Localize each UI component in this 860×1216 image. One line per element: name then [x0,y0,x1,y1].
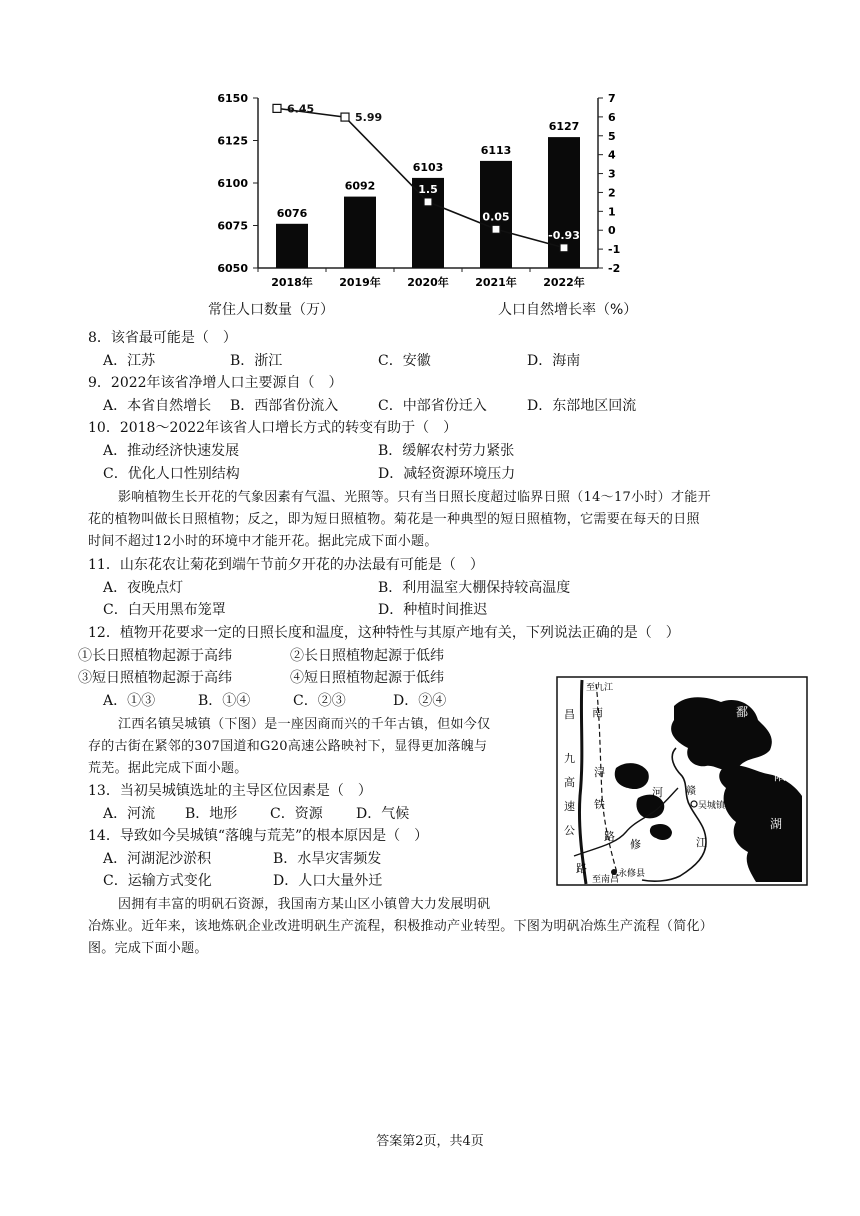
road-char-3: 高 [564,776,575,789]
q9-option-d[interactable]: D．东部地区回流 [527,398,637,414]
population-chart [0,0,860,330]
q11-option-b[interactable]: B．利用温室大棚保持较高温度 [378,580,571,596]
right-tick-label: 5 [608,129,616,143]
yongxiu-label: 永修县 [618,869,646,879]
population-bar [344,197,376,268]
lake-char-1: 鄱 [736,705,749,719]
road-char-4: 速 [564,800,575,813]
x-label-right: 人口自然增长率（%） [498,302,638,318]
q10-option-b[interactable]: B．缓解农村劳力紧张 [378,443,515,459]
q11-stem: 11．山东花农让菊花到端午节前夕开花的办法最有可能是（ ） [88,557,484,573]
q12-option-c[interactable]: C．②③ [293,693,346,709]
bar-value-label: 6076 [276,206,308,220]
bar-value-label: 6103 [412,160,444,174]
rail-char-3: 铁 [594,798,605,811]
q13-option-c[interactable]: C．资源 [270,806,323,822]
q11-option-c[interactable]: C．白天用黑布笼罩 [103,602,226,618]
left-tick-label: 6100 [217,177,248,190]
growth-rate-point [273,104,281,112]
road-char-6: 路 [576,862,587,875]
page-footer: 答案第2页，共4页 [376,1134,484,1149]
x-tick-label: 2018年 [271,276,313,289]
road-char-2: 九 [564,752,575,765]
right-tick-label: 6 [608,110,616,124]
q12-option-d[interactable]: D．②④ [393,693,447,709]
q13-option-d[interactable]: D．气候 [356,806,410,822]
q10-stem: 10．2018～2022年该省人口增长方式的转变有助于（ ） [88,420,458,436]
q8-stem: 8．该省最可能是（ ） [88,330,237,346]
q14-option-a[interactable]: A．河湖泥沙淤积 [103,851,212,867]
growth-rate-label: 5.99 [355,111,383,125]
q11-option-d[interactable]: D．种植时间推迟 [378,602,488,618]
q13-stem: 13．当初吴城镇选址的主导区位因素是（ ） [88,783,372,799]
growth-rate-point [424,198,432,206]
lake-char-3: 湖 [770,817,783,831]
wucheng-map [556,676,810,888]
x-label-left: 常住人口数量（万） [208,302,334,318]
q12-stem: 12．植物开花要求一定的日照长度和温度，这种特性与其原产地有关，下列说法正确的是（ ） [88,625,680,641]
x-tick-label: 2020年 [407,276,449,289]
q9-option-c[interactable]: C．中部省份迁入 [378,398,487,414]
x-tick-label: 2022年 [543,276,585,289]
right-tick-label: -1 [608,243,621,257]
q9-option-b[interactable]: B．西部省份流入 [230,398,339,414]
rail-char-1: 南 [592,706,603,719]
passage1-line3: 时间不超过12小时的环境中才能开花。据此完成下面小题。 [88,534,438,549]
passage1-line2: 花的植物叫做长日照植物；反之，即为短日照植物。菊花是一种典型的短日照植物，它需要在每天的日照 [88,512,700,527]
gan-label: 赣 [686,786,696,797]
q8-option-c[interactable]: C．安徽 [378,353,431,369]
left-tick-label: 6125 [217,134,248,148]
passage2-line2: 存的古街在紧邻的307国道和G20高速公路映衬下，显得更加落魄与 [88,739,488,754]
jiang-label: 江 [696,836,707,849]
q12-option-b[interactable]: B．①④ [198,693,251,709]
q8-option-b[interactable]: B．浙江 [230,353,283,369]
q13-option-a[interactable]: A．河流 [103,806,156,822]
right-tick-label: 7 [608,92,616,105]
q12-statement-4: ④短日照植物起源于低纬 [290,670,444,686]
q8-option-a[interactable]: A．江苏 [103,353,156,369]
left-tick-label: 6075 [217,219,248,233]
rail-char-2: 浔 [594,766,605,779]
growth-rate-label: 0.05 [482,210,510,224]
lake-char-2: 阳 [774,769,787,783]
q12-statement-3: ③短日照植物起源于高纬 [78,670,232,686]
passage2-line3: 荒芜。据此完成下面小题。 [88,761,248,776]
river-label: 河 [652,786,663,799]
growth-rate-point [341,113,349,121]
q8-option-d[interactable]: D．海南 [527,353,581,369]
q14-option-c[interactable]: C．运输方式变化 [103,873,212,889]
q14-option-d[interactable]: D．人口大量外迁 [273,873,383,889]
wucheng-label: 吴城镇 [698,801,726,811]
passage1-line1: 影响植物生长开花的气象因素有气温、光照等。只有当日照长度超过临界日照（14～17小时）才能开 [118,490,711,505]
q13-option-b[interactable]: B．地形 [185,806,238,822]
growth-rate-point [492,225,500,233]
wucheng-town-marker [691,801,697,807]
x-tick-label: 2021年 [475,276,517,289]
growth-rate-label: 1.5 [418,182,438,196]
x-tick-label: 2019年 [339,276,381,289]
growth-rate-label: 6.45 [287,102,315,116]
right-tick-label: 2 [608,186,616,200]
q12-statement-2: ②长日照植物起源于低纬 [290,648,444,664]
right-tick-label: 0 [608,224,616,238]
left-tick-label: 6050 [217,262,248,275]
rail-char-5: 修 [630,838,641,851]
bar-value-label: 6113 [480,143,512,157]
right-tick-label: 1 [608,205,616,219]
q11-option-a[interactable]: A．夜晚点灯 [103,580,184,596]
passage2-line1: 江西名镇吴城镇（下图）是一座因商而兴的千年古镇，但如今仅 [118,717,491,732]
rail-char-4: 路 [604,830,615,843]
bar-value-label: 6092 [344,179,376,193]
growth-rate-label: -0.93 [548,228,580,242]
q14-option-b[interactable]: B．水旱灾害频发 [273,851,382,867]
q10-option-d[interactable]: D．减轻资源环境压力 [378,466,516,482]
bar-value-label: 6127 [548,120,580,134]
q10-option-a[interactable]: A．推动经济快速发展 [103,443,240,459]
map-north-label: 至九江 [586,683,614,693]
q14-stem: 14．导致如今吴城镇“落魄与荒芜”的根本原因是（ ） [88,828,429,844]
right-tick-label: -2 [608,262,621,275]
population-bar [276,224,308,268]
map-south-label: 至南昌 [592,875,620,885]
q9-option-a[interactable]: A．本省自然增长 [103,398,212,414]
passage3-line3: 图。完成下面小题。 [88,941,208,956]
q12-option-a[interactable]: A．①③ [103,693,156,709]
passage3-line1: 因拥有丰富的明矾石资源，我国南方某山区小镇曾大力发展明矾 [118,897,491,912]
right-tick-label: 4 [608,148,616,162]
q10-option-c[interactable]: C．优化人口性别结构 [103,466,240,482]
road-char-1: 昌 [564,708,575,721]
passage3-line2: 冶炼业。近年来，该地炼矾企业改进明矾生产流程，积极推动产业转型。下图为明矾冶炼生产流程（简化） [88,919,714,934]
q9-stem: 9．2022年该省净增人口主要源自（ ） [88,375,343,391]
right-tick-label: 3 [608,167,616,181]
growth-rate-point [560,244,568,252]
left-tick-label: 6150 [217,92,248,105]
q12-statement-1: ①长日照植物起源于高纬 [78,648,232,664]
road-char-5: 公 [564,824,575,837]
